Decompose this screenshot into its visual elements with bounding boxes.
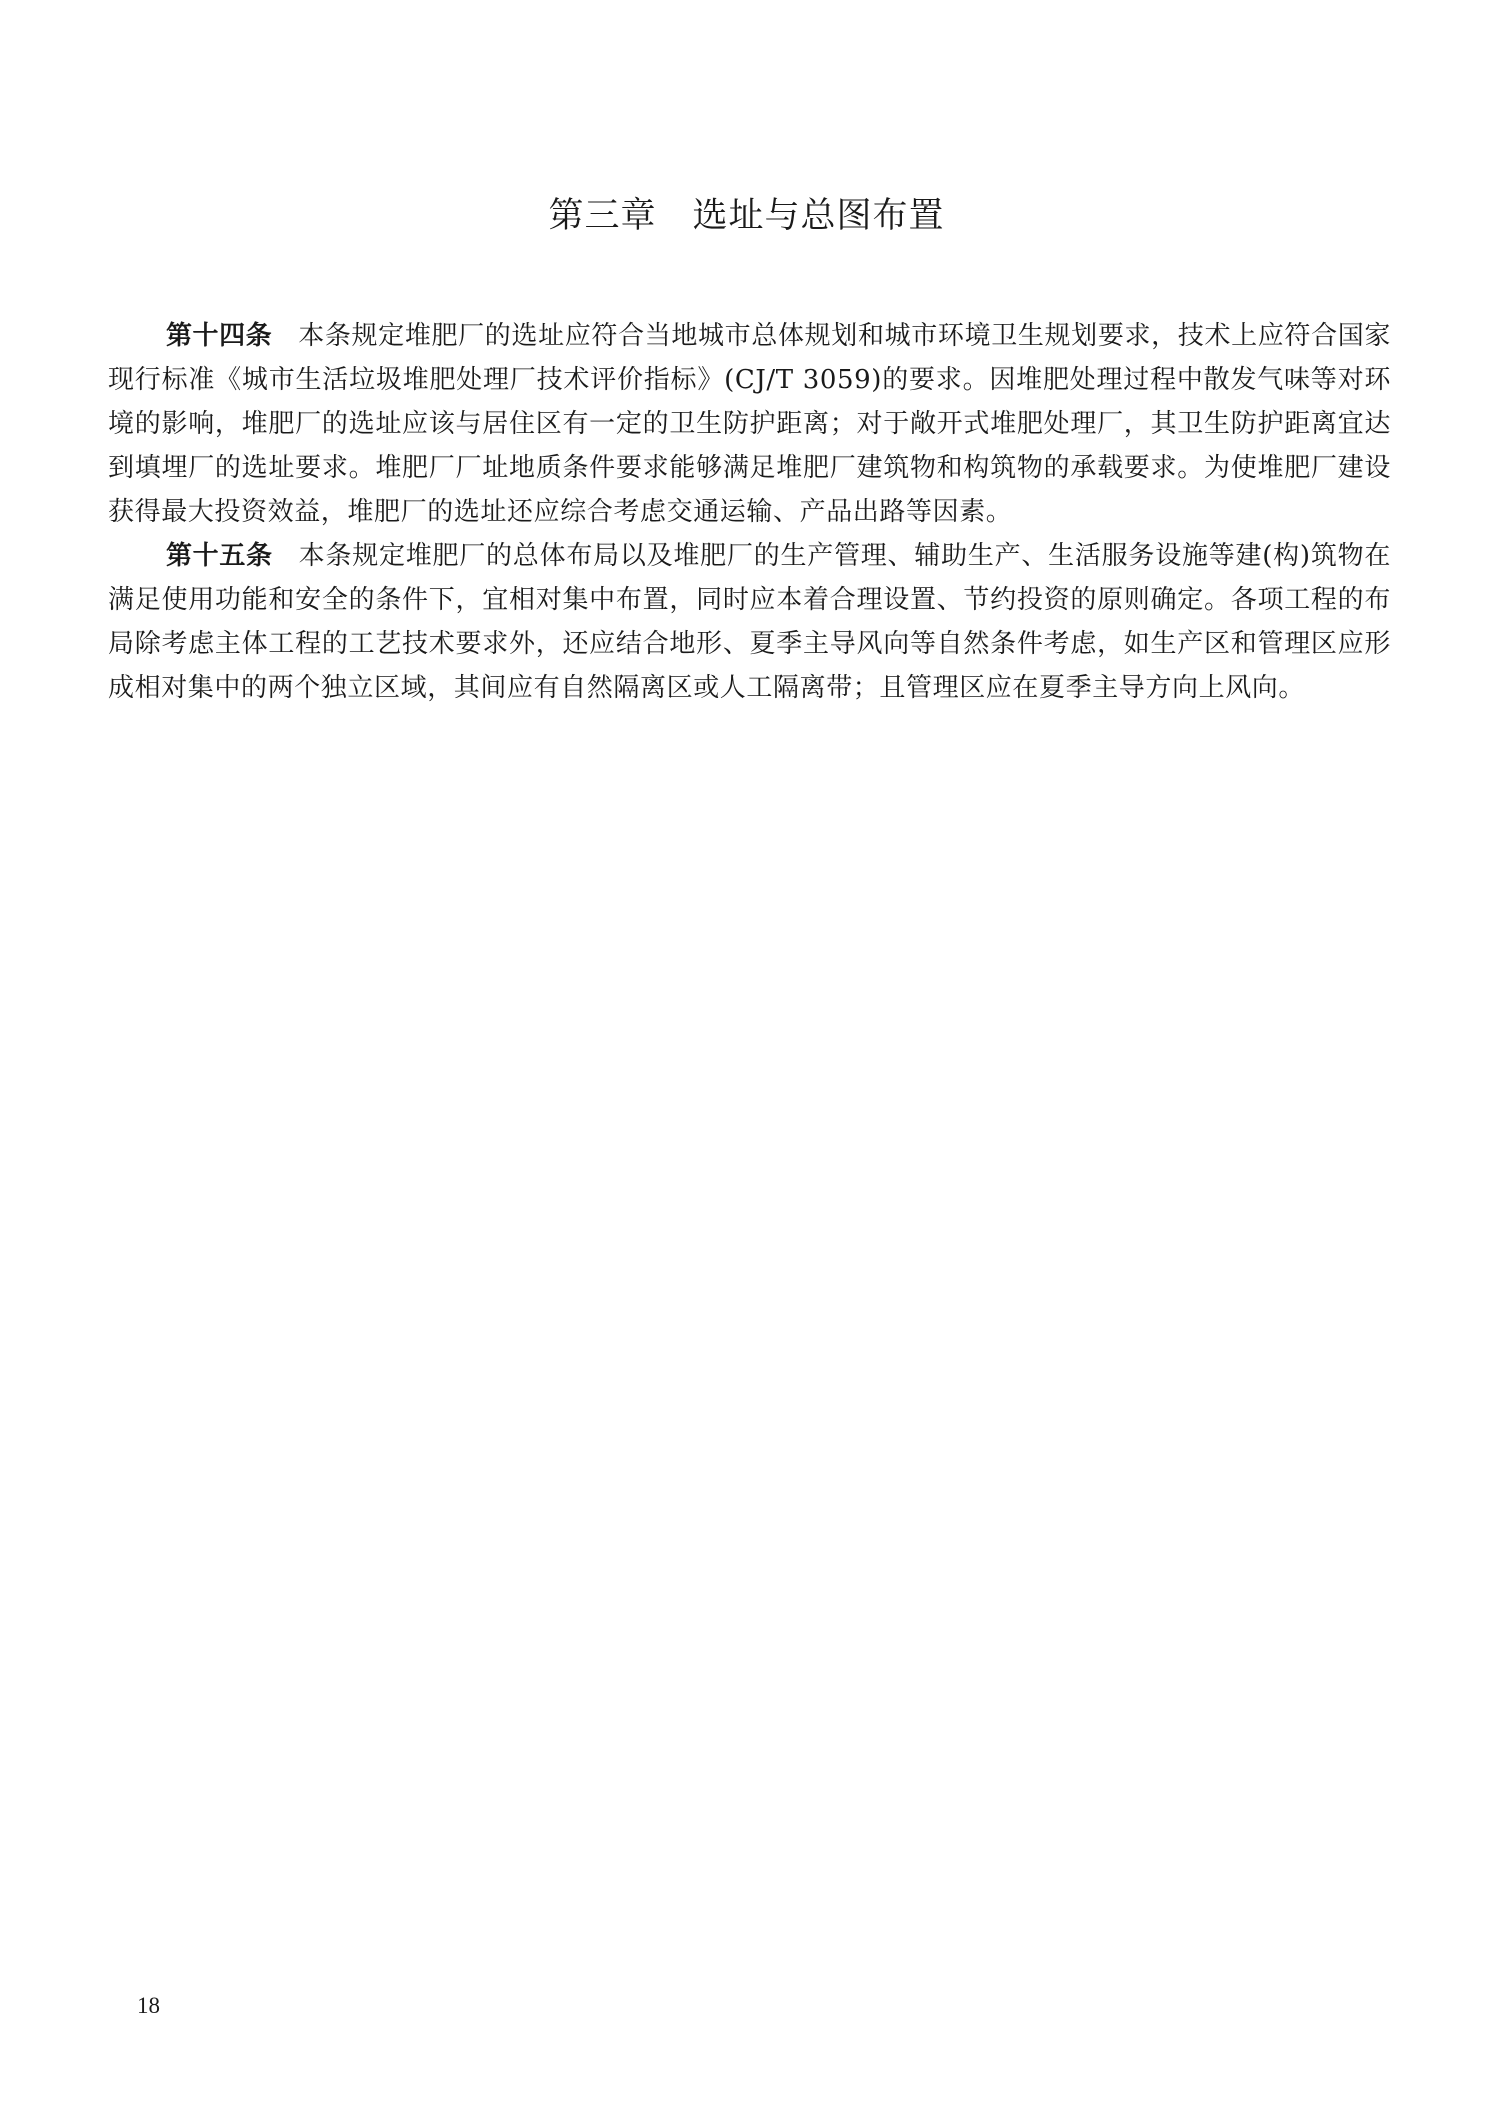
article-15 [108,534,1391,710]
chapter-title: 第三章 选址与总图布置 [548,196,945,236]
article-14-number: 第十四条 [166,321,273,351]
article-15-text: 本条规定堆肥厂的总体布局以及堆肥厂的生产管理、辅助生产、生活服务设施等建(构)筑物在满足使用功能和安全的条件下，宜相对集中布置，同时应本着合理设置、节约投资的原则确定。各项工程的布局除考虑主体工程的工艺技术要求外，还应结合地形、夏季主导风向等自然条件考虑，如生产区和管理区应形成相对集中的两个独立区域，其间应有自然隔离区或人工隔离带；且管理区应在夏季主导方向上风向。 [108,541,1391,703]
article-14 [108,314,1391,534]
page-number: 18 [137,1993,160,2018]
article-15-number: 第十五条 [166,541,273,571]
chapter-body [108,314,1391,710]
article-14-text: 本条规定堆肥厂的选址应符合当地城市总体规划和城市环境卫生规划要求，技术上应符合国家现行标准《城市生活垃圾堆肥处理厂技术评价指标》(CJ/T 3059)的要求。因堆肥处理过程中散发气味等对环境的影响，堆肥厂的选址应该与居住区有一定的卫生防护距离；对于敞开式堆肥处理厂，其卫生防护距离宜达到填埋厂的选址要求。堆肥厂厂址地质条件要求能够满足堆肥厂建筑物和构筑物的承载要求。为使堆肥厂建设获得最大投资效益，堆肥厂的选址还应综合考虑交通运输、产品出路等因素。 [108,321,1391,527]
